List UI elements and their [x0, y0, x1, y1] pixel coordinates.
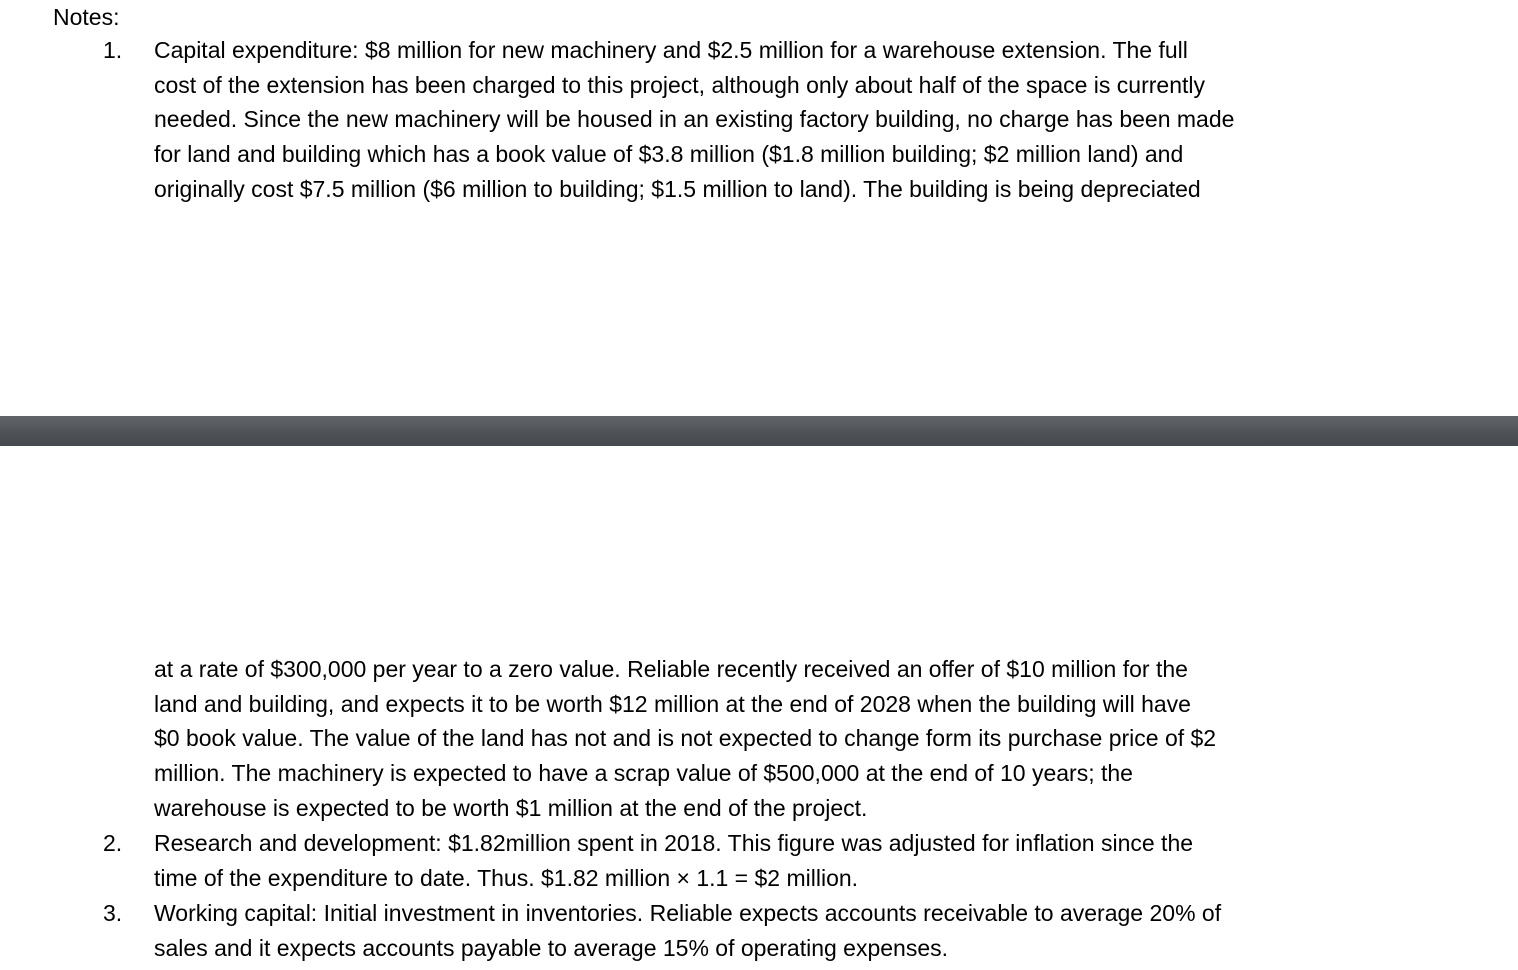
text-line: needed. Since the new machinery will be housed in an existing factory building, no charge has been made [154, 106, 1235, 133]
text-line: million. The machinery is expected to have a scrap value of $500,000 at the end of 10 years; the [154, 760, 1133, 787]
text-line: at a rate of $300,000 per year to a zero value. Reliable recently received an offer of $10 million for the [154, 656, 1188, 682]
note-2-text [154, 826, 1404, 895]
document-page-top [0, 0, 1518, 416]
text-line: for land and building which has a book value of $3.8 million ($1.8 million building; $2 million land) and [154, 141, 1184, 168]
note-3-number: 3. [103, 900, 123, 926]
text-line: warehouse is expected to be worth $1 million at the end of the project. [154, 794, 868, 821]
note-1-number: 1. [103, 37, 123, 63]
text-line: Research and development: $1.82million spent in 2018. This figure was adjusted for inflation since the [154, 830, 1194, 856]
text-line: Working capital: Initial investment in inventories. Reliable expects accounts receivable to average 20% of [154, 900, 1222, 926]
text-line: time of the expenditure to date. Thus. $1.82 million × 1.1 = $2 million. [154, 864, 859, 891]
note-2-number: 2. [103, 830, 123, 856]
text-line: $0 book value. The value of the land has not and is not expected to change form its purchase price of $2 [154, 725, 1217, 752]
notes-heading: Notes: [53, 4, 120, 30]
text-line: land and building, and expects it to be worth $12 million at the end of 2028 when the building will have [154, 690, 1191, 717]
text-line: sales and it expects accounts payable to average 15% of operating expenses. [154, 934, 949, 961]
text-line: originally cost $7.5 million ($6 million to building; $1.5 million to land). The building is being depreciated [154, 175, 1201, 202]
note-1-text-part-2 [154, 652, 1404, 825]
note-1-text-part-1 [154, 33, 1404, 206]
text-line: Capital expenditure: $8 million for new machinery and $2.5 million for a warehouse extension. The full [154, 37, 1188, 63]
page-break-divider [0, 416, 1518, 446]
note-3-text [154, 896, 1404, 965]
text-line: cost of the extension has been charged to this project, although only about half of the space is currently [154, 71, 1205, 98]
document-page-bottom [0, 446, 1518, 970]
